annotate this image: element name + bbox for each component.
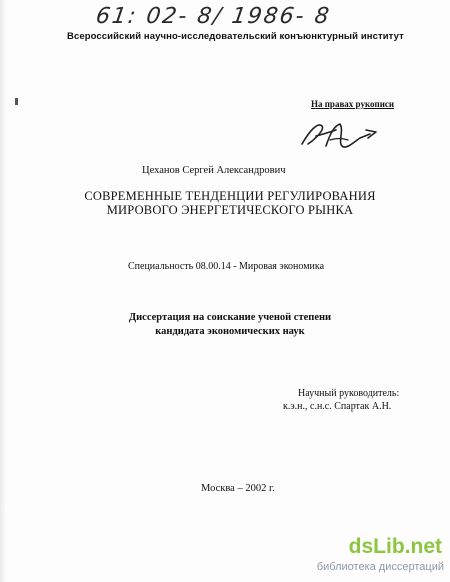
institute-name: Всероссийский научно-исследовательский конъюнктурный институт	[67, 31, 404, 42]
advisor-name: к.э.н., с.н.с. Спартак А.Н.	[283, 401, 392, 412]
author-name: Цеханов Сергей Александрович	[142, 165, 286, 176]
thesis-title	[60, 189, 400, 217]
advisor-label: Научный руководитель:	[298, 388, 400, 399]
scan-edge	[0, 0, 6, 582]
rights-note: На правах рукописи	[311, 99, 395, 109]
archive-code: 61: 02- 8/ 1986- 8	[94, 4, 333, 29]
watermark-subtitle: библиотека диссертаций	[316, 561, 444, 573]
watermark-brand: dsLib.net	[348, 535, 442, 558]
thesis-title-line-1: СОВРЕМЕННЫЕ ТЕНДЕНЦИИ РЕГУЛИРОВАНИЯ	[84, 189, 376, 203]
specialty: Специальность 08.00.14 - Мировая экономика	[128, 261, 325, 272]
degree-line-1: Диссертация на соискание ученой степени	[128, 312, 332, 323]
watermark	[302, 535, 448, 579]
thesis-title-line-2: МИРОВОГО ЭНЕРГЕТИЧЕСКОГО РЫНКА	[106, 203, 354, 217]
stray-mark	[15, 98, 18, 105]
city-year: Москва – 2002 г.	[201, 483, 275, 494]
signature-icon	[296, 116, 388, 156]
degree-line-2: кандидата экономических наук	[155, 326, 305, 337]
